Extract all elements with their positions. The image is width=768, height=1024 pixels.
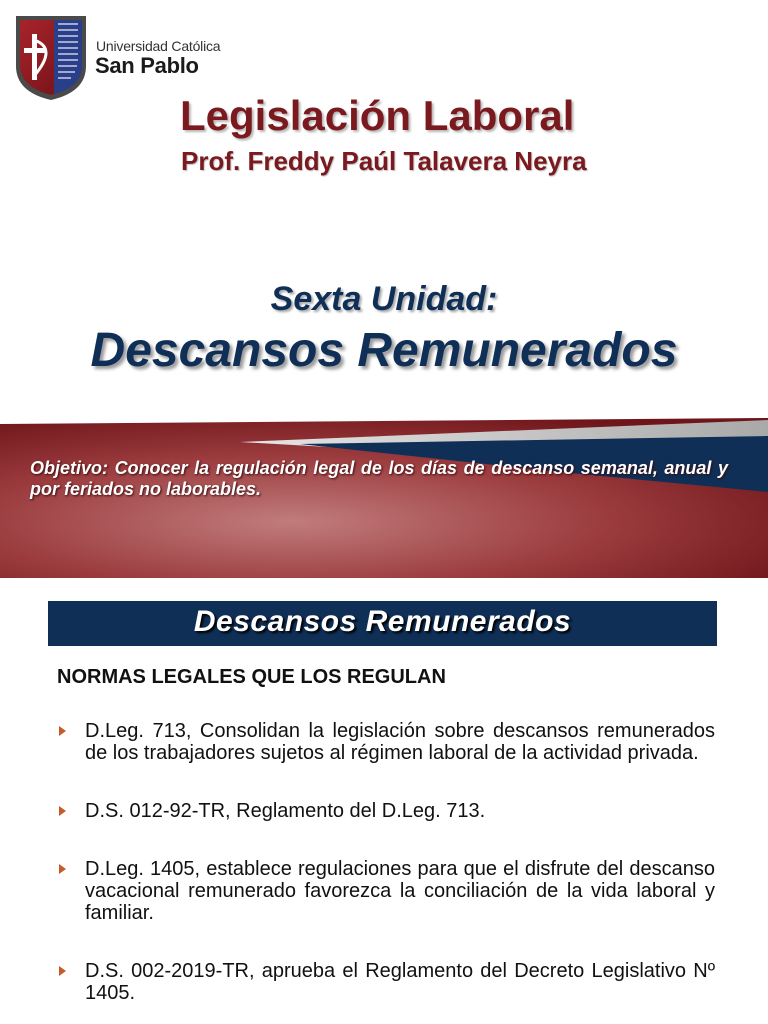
professor-name: Prof. Freddy Paúl Talavera Neyra <box>181 146 587 176</box>
norm-item <box>57 960 715 1004</box>
unit-subject: Descansos Remunerados <box>90 324 678 377</box>
university-name-line2: San Pablo <box>95 53 199 78</box>
university-logo <box>14 14 88 102</box>
norm-item <box>57 800 715 822</box>
content-slide <box>0 578 768 1024</box>
norm-text: D.S. 002-2019-TR, aprueba el Reglamento del Decreto Legislativo Nº 1405. <box>85 960 715 1004</box>
norms-list <box>57 720 715 1024</box>
bullet-arrow-icon <box>59 806 66 816</box>
university-name-line1: Universidad Católica <box>96 38 221 54</box>
norm-item <box>57 720 715 764</box>
unit-label: Sexta Unidad: <box>270 280 498 318</box>
course-title: Legislación Laboral <box>180 92 575 139</box>
bullet-arrow-icon <box>59 726 66 736</box>
bullet-arrow-icon <box>59 864 66 874</box>
norm-item <box>57 858 715 924</box>
section-header-title: Descansos Remunerados <box>193 605 572 638</box>
norm-text: D.Leg. 713, Consolidan la legislación sobre descansos remunerados de los trabajadores sujetos al régimen laboral de la actividad privada. <box>85 720 715 764</box>
norms-heading: NORMAS LEGALES QUE LOS REGULAN <box>57 666 446 688</box>
norm-text: D.Leg. 1405, establece regulaciones para que el disfrute del descanso vacacional remunerado favorezca la conciliación de la vida laboral y familiar. <box>85 858 715 924</box>
norm-text: D.S. 012-92-TR, Reglamento del D.Leg. 713. <box>85 800 486 822</box>
bullet-arrow-icon <box>59 966 66 976</box>
section-header-bar <box>48 601 717 646</box>
objective-text: Objetivo: Conocer la regulación legal de los días de descanso semanal, anual y por feriados no laborables. <box>30 458 728 499</box>
